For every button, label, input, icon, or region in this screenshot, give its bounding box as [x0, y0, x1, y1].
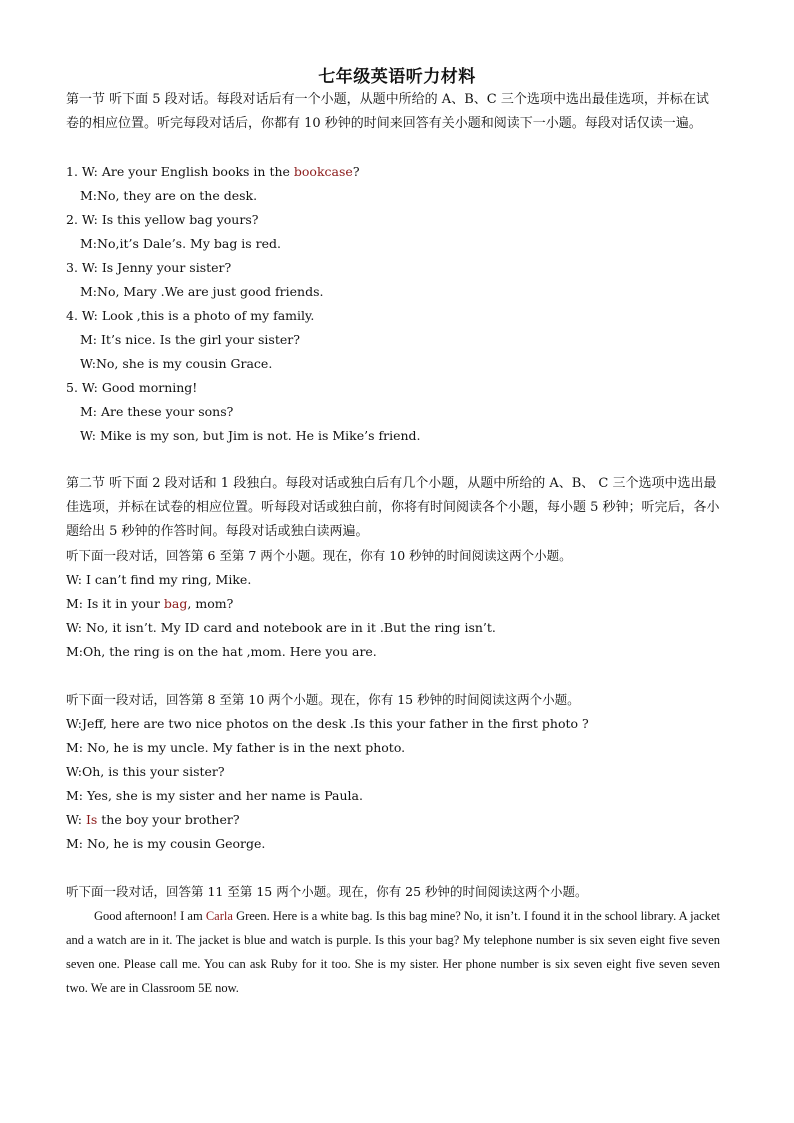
dialogue2-line-5-end: the boy your brother?: [97, 812, 240, 827]
monologue-intro: 听下面一段对话，回答第 11 至第 15 两个小题。现在，你有 25 秒钟的时间阅读这两个小题。: [66, 884, 588, 899]
monologue-text-start: Good afternoon! I am: [94, 909, 206, 923]
dialogue2-highlight: Is: [85, 812, 98, 827]
page-title: 七年级英语听力材料: [318, 67, 476, 87]
monologue-text: [66, 904, 720, 1000]
dialogue1-line-2-text: M: Is it in your: [66, 596, 164, 611]
q4-answer-1: M: It’s nice. Is the girl your sister?: [80, 332, 300, 347]
dialogue1-highlight: bag: [163, 596, 188, 611]
monologue-highlight: Carla: [205, 909, 233, 923]
dialogue2-line-5: [66, 808, 240, 832]
dialogue2-line-6: M: No, he is my cousin George.: [66, 836, 266, 851]
section2-instructions: 第二节 听下面 2 段对话和 1 段独白。每段对话或独白后有几个小题，从题中所给的 A、B、 C 三个选项中选出最佳选项，并标在试卷的相应位置。听每段对话或独白前，你将有时间阅读各个小题，每小题 5 秒钟；听完后，各小题给出 5 秒钟的作答时间。每段对话或独白读两遍。: [66, 476, 720, 539]
dialogue1-line-3: W: No, it isn’t. My ID card and notebook are in it .But the ring isn’t.: [66, 620, 496, 635]
monologue-text-rest: Green. Here is a white bag. Is this bag mine? No, it isn’t. I found it in the school library. A jacket and a watch are in it. The jacket is blue and watch is purple. Is this your bag? My telephone number is six seven eight five seven seven one. Please call me. You can ask Ruby for it too. She is my sister. Her phone number is six seven eight five seven seven two. We are in Classroom 5E now.: [66, 909, 720, 995]
q1-question: [66, 160, 360, 184]
q4-answer-2: W:No, she is my cousin Grace.: [80, 356, 273, 371]
q1-answer: M:No, they are on the desk.: [80, 188, 258, 203]
q1-highlight: bookcase: [293, 164, 353, 179]
q4-question: 4. W: Look ,this is a photo of my family.: [66, 308, 315, 323]
dialogue2-line-1: W:Jeff, here are two nice photos on the desk .Is this your father in the first photo ?: [66, 716, 589, 731]
q2-answer: M:No,it’s Dale’s. My bag is red.: [80, 236, 282, 251]
dialogue2-line-4: M: Yes, she is my sister and her name is Paula.: [66, 788, 363, 803]
dialogue2-intro: 听下面一段对话，回答第 8 至第 10 两个小题。现在，你有 15 秒钟的时间阅读这两个小题。: [66, 692, 580, 707]
q5-question: 5. W: Good morning!: [66, 380, 198, 395]
q1-text: 1. W: Are your English books in the: [66, 164, 294, 179]
q2-question: 2. W: Is this yellow bag yours?: [66, 212, 259, 227]
dialogue1-intro: 听下面一段对话，回答第 6 至第 7 两个小题。现在，你有 10 秒钟的时间阅读这两个小题。: [66, 548, 572, 563]
dialogue1-line-2: [66, 592, 233, 616]
q3-question: 3. W: Is Jenny your sister?: [66, 260, 232, 275]
dialogue2-line-2: M: No, he is my uncle. My father is in the next photo.: [66, 740, 406, 755]
dialogue1-line-4: M:Oh, the ring is on the hat ,mom. Here you are.: [66, 644, 377, 659]
dialogue1-line-1: W: I can’t find my ring, Mike.: [66, 572, 252, 587]
q1-text-end: ?: [352, 164, 360, 179]
dialogue2-line-3: W:Oh, is this your sister?: [66, 764, 225, 779]
dialogue2-line-5-text: W:: [66, 812, 86, 827]
section1-instructions: 第一节 听下面 5 段对话。每段对话后有一个小题，从题中所给的 A、B、C 三个选项中选出最佳选项，并标在试卷的相应位置。听完每段对话后，你都有 10 秒钟的时间来回答有关小题和阅读下一小题。每段对话仅读一遍。: [66, 92, 709, 131]
q5-answer-1: M: Are these your sons?: [80, 404, 234, 419]
q3-answer: M:No, Mary .We are just good friends.: [80, 284, 324, 299]
dialogue1-line-2-end: , mom?: [187, 596, 234, 611]
q5-answer-2: W: Mike is my son, but Jim is not. He is Mike’s friend.: [80, 428, 421, 443]
